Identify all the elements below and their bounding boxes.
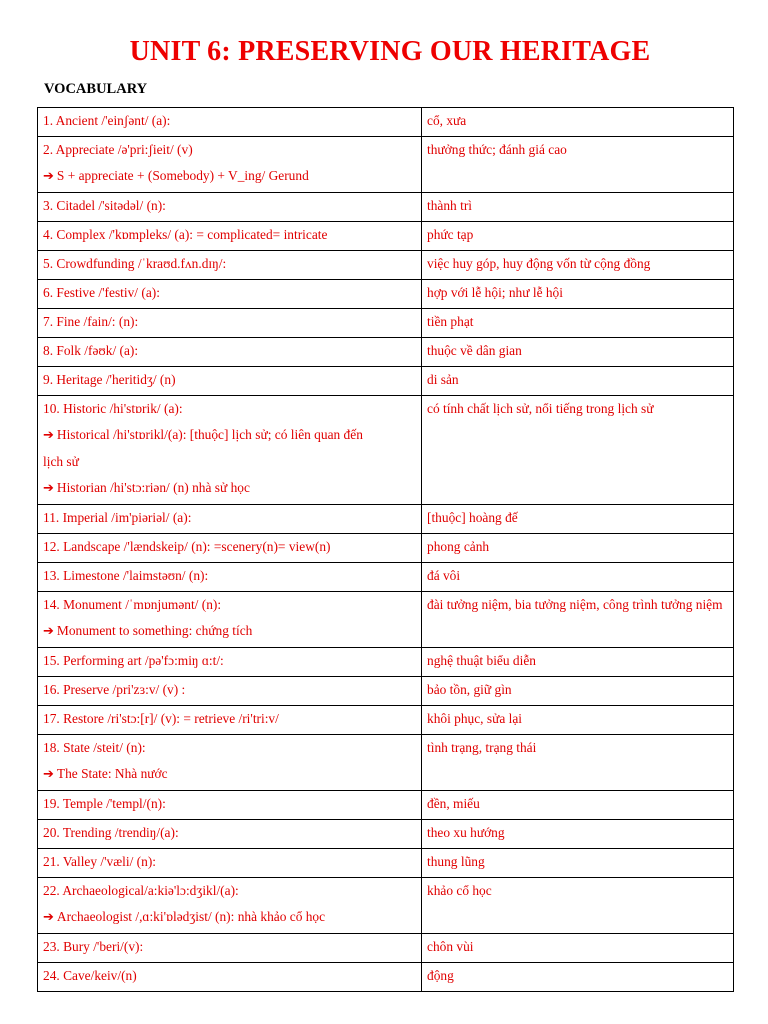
table-row [38,878,734,934]
meaning-cell: thành trì [422,193,734,222]
table-row [38,338,734,367]
table-row [38,280,734,309]
derived-term [43,163,421,190]
table-row [38,534,734,563]
term-text: 23. Bury /'beri/(v): [43,939,144,954]
derived-term-text: The State: Nhà nước [56,766,168,781]
table-row [38,934,734,963]
table-row [38,367,734,396]
term-cell [38,108,422,137]
derived-term-text: Historian /hi'stɔ:riən/ (n) nhà sử học [56,480,250,495]
table-row [38,396,734,505]
derived-term [43,618,421,645]
term-text: 2. Appreciate /ə'pri:ʃieit/ (v) [43,142,193,157]
meaning-cell: đá vôi [422,563,734,592]
table-row [38,820,734,849]
term-text: 3. Citadel /'sitədəl/ (n): [43,198,166,213]
term-cell [38,338,422,367]
term-text: 20. Trending /trendiŋ/(a): [43,825,179,840]
meaning-cell: đài tưởng niệm, bia tưởng niệm, công trình tưởng niệm [422,592,734,648]
term-cell [38,934,422,963]
table-row [38,849,734,878]
vocabulary-table [37,107,734,992]
table-row [38,677,734,706]
meaning-cell: di sản [422,367,734,396]
term-text: 13. Limestone /'laimstəʊn/ (n): [43,568,209,583]
term-text: 10. Historic /hi'stɒrik/ (a): [43,401,183,416]
page-title: UNIT 6: PRESERVING OUR HERITAGE [129,36,651,67]
term-cell [38,677,422,706]
meaning-cell: có tính chất lịch sử, nổi tiếng trong lịch sử [422,396,734,505]
meaning-cell: việc huy góp, huy động vốn từ cộng đồng [422,251,734,280]
term-text: 24. Cave/keiv/(n) [43,968,137,983]
term-text: 6. Festive /'festiv/ (a): [43,285,160,300]
meaning-cell: động [422,963,734,992]
meaning-cell: khảo cổ học [422,878,734,934]
arrow-right-icon: ➔ [43,624,54,639]
term-cell [38,849,422,878]
derived-term [43,761,421,788]
term-text: 17. Restore /ri'stɔ:[r]/ (v): = retrieve /ri'tri:v/ [43,711,279,726]
table-row [38,222,734,251]
term-text: 15. Performing art /pə'fɔ:miŋ ɑ:t/: [43,653,224,668]
term-text: 5. Crowdfunding /ˈkraʊd.fʌn.dɪŋ/: [43,256,227,271]
term-text: 9. Heritage /'heritidʒ/ (n) [43,372,176,387]
term-cell [38,706,422,735]
term-text: 7. Fine /fain/: (n): [43,314,139,329]
table-row [38,251,734,280]
derived-term-text: Monument to something: chứng tích [56,623,253,638]
term-text: 18. State /steit/ (n): [43,740,146,755]
meaning-cell: đền, miếu [422,791,734,820]
term-cell [38,280,422,309]
term-text: 21. Valley /'væli/ (n): [43,854,157,869]
derived-term [43,904,421,931]
term-cell [38,505,422,534]
table-row [38,505,734,534]
term-text: 8. Folk /fəʊk/ (a): [43,343,139,358]
term-text: 11. Imperial /im'piəriəl/ (a): [43,510,192,525]
term-text: 14. Monument /ˈmɒnjumənt/ (n): [43,597,222,612]
arrow-right-icon: ➔ [43,169,54,184]
term-text: 12. Landscape /'lændskeip/ (n): =scenery(n)= view(n) [43,539,331,554]
vocabulary-table-body [38,108,734,992]
meaning-cell: phức tạp [422,222,734,251]
term-cell [38,963,422,992]
table-row [38,791,734,820]
derived-term-text: lịch sử [43,454,79,469]
term-cell [38,791,422,820]
arrow-right-icon: ➔ [43,910,54,925]
arrow-right-icon: ➔ [43,481,54,496]
term-cell [38,396,422,505]
meaning-cell: tình trạng, trạng thái [422,735,734,791]
meaning-cell: thuộc về dân gian [422,338,734,367]
meaning-cell: thung lũng [422,849,734,878]
meaning-cell: khôi phục, sửa lại [422,706,734,735]
derived-term [43,475,421,502]
term-cell [38,309,422,338]
meaning-cell: [thuộc] hoàng đế [422,505,734,534]
derived-term-text: S + appreciate + (Somebody) + V_ing/ Gerund [56,168,309,183]
meaning-cell: thưởng thức; đánh giá cao [422,137,734,193]
term-text: 19. Temple /'templ/(n): [43,796,166,811]
meaning-cell: chôn vùi [422,934,734,963]
term-cell [38,820,422,849]
arrow-right-icon: ➔ [43,767,54,782]
term-text: 16. Preserve /pri'zɜ:v/ (v) : [43,682,186,697]
meaning-cell: cổ, xưa [422,108,734,137]
table-row [38,193,734,222]
derived-term [43,422,421,449]
table-row [38,309,734,338]
meaning-cell: phong cảnh [422,534,734,563]
term-text: 4. Complex /'kɒmpleks/ (a): = complicated= intricate [43,227,328,242]
term-text: 22. Archaeological/a:kiə'lɔ:dʒikl/(a): [43,883,239,898]
table-row [38,963,734,992]
term-cell [38,534,422,563]
table-row [38,137,734,193]
table-row [38,563,734,592]
table-row [38,108,734,137]
term-cell [38,878,422,934]
meaning-cell: bảo tồn, giữ gìn [422,677,734,706]
term-text: 1. Ancient /'einʃənt/ (a): [43,113,171,128]
meaning-cell: theo xu hướng [422,820,734,849]
derived-term-text: Archaeologist /,ɑ:ki'ɒlədʒist/ (n): nhà khảo cổ học [56,909,326,924]
meaning-cell: nghệ thuật biểu diễn [422,648,734,677]
derived-term [43,449,421,475]
term-cell [38,592,422,648]
table-row [38,592,734,648]
derived-term-text: Historical /hi'stɒrikl/(a): [thuộc] lịch sử; có liên quan đến [56,427,363,442]
meaning-cell: tiền phạt [422,309,734,338]
term-cell [38,648,422,677]
term-cell [38,193,422,222]
term-cell [38,735,422,791]
table-row [38,648,734,677]
section-heading: VOCABULARY [44,81,148,97]
arrow-right-icon: ➔ [43,428,54,443]
meaning-cell: hợp với lễ hội; như lễ hội [422,280,734,309]
term-cell [38,563,422,592]
term-cell [38,137,422,193]
term-cell [38,222,422,251]
term-cell [38,367,422,396]
table-row [38,706,734,735]
table-row [38,735,734,791]
term-cell [38,251,422,280]
